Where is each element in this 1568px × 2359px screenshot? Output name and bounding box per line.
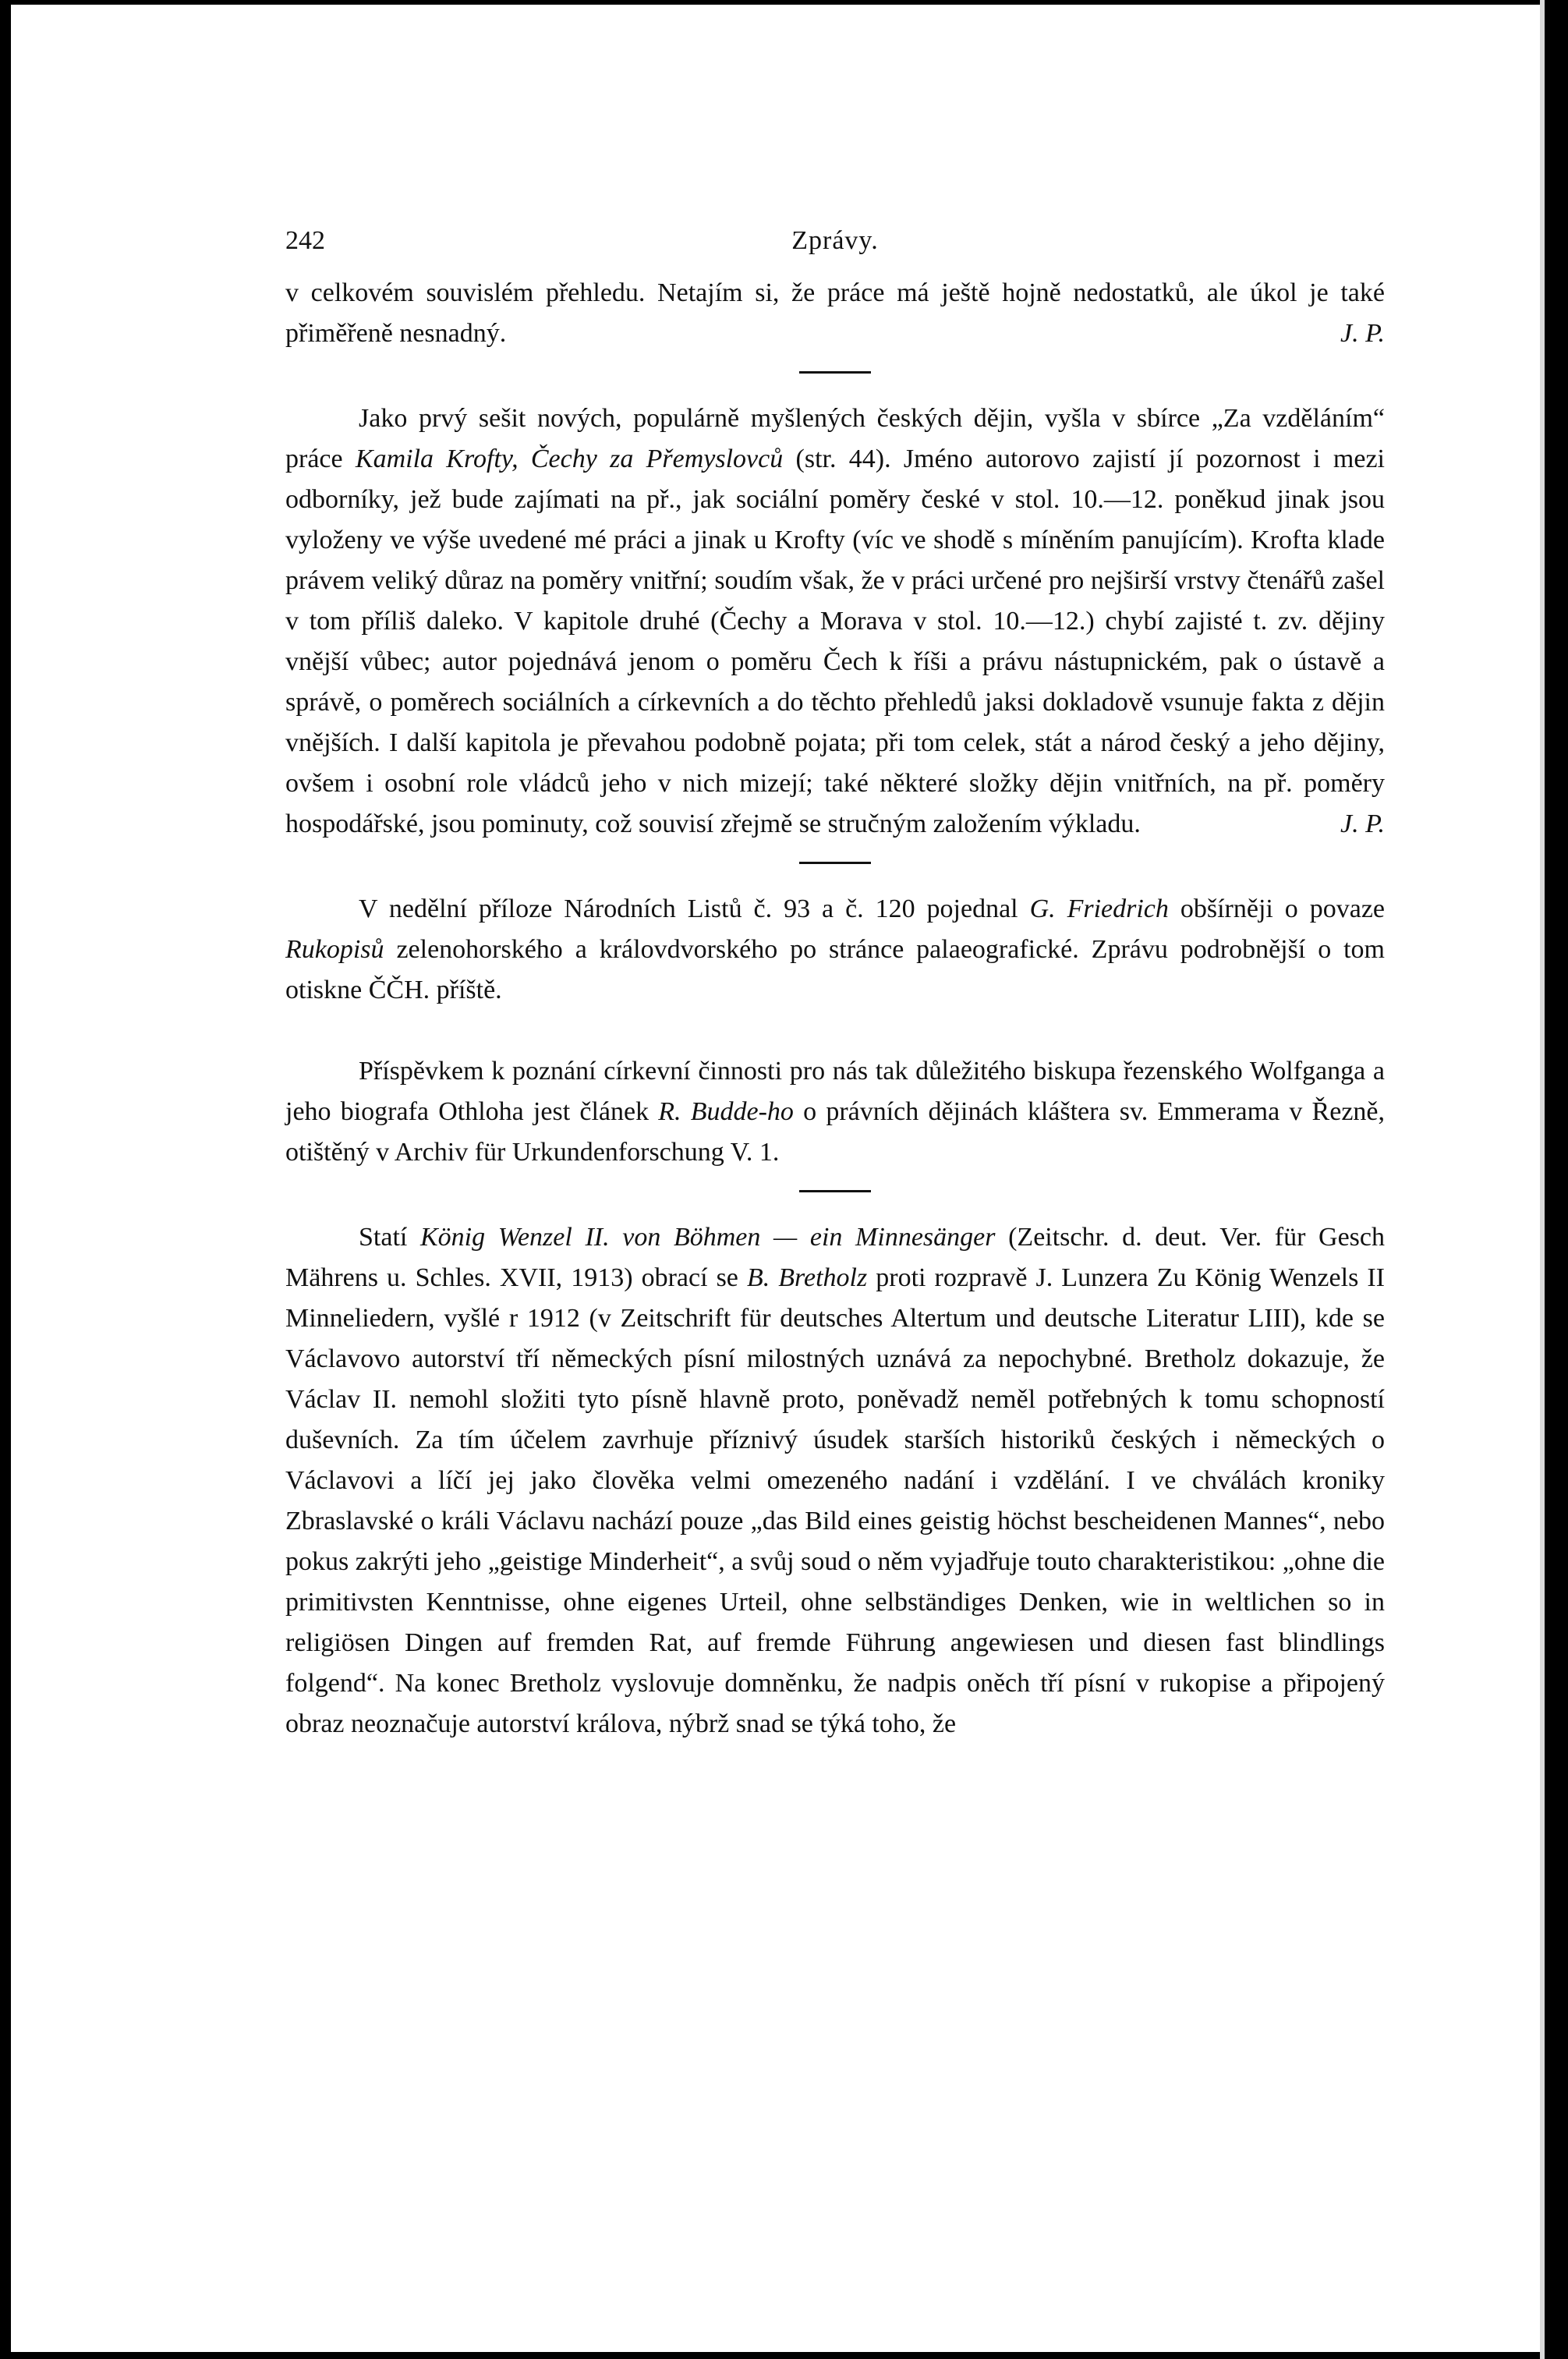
article-title: König Wenzel II. von Böhmen — ein Minnesänger [419, 1223, 996, 1252]
author-name: G. Friedrich [1029, 894, 1169, 923]
author-name: R. Budde-ho [658, 1097, 794, 1126]
section-divider [799, 1190, 871, 1192]
running-head-title: Zprávy. [791, 226, 879, 255]
signature: J. P. [1340, 809, 1385, 838]
document-body [285, 226, 1385, 1744]
paragraph-5: Statí König Wenzel II. von Böhmen — ein Minnesänger (Zeitschr. d. deut. Ver. für Gesch Mährens u. Schles. XVII, 1913) obrací se B. Bretholz proti rozpravě J. Lunzera Zu König Wenzels II Minneliedern, vyšlé r 1912 (v Zeitschrift für deutsches Altertum und deutsche Literatur LIII), kde se Václavovo autorství tří německých písní milostných uznává za nepochybné. Bretholz dokazuje, že Václav II. nemohl složiti tyto písně hlavně proto, poněvadž neměl potřebných k tomu schopností duševních. Za tím účelem zavrhuje příznivý úsudek starších historiků českých i německých o Václavovi a líčí jej jako člověka velmi omezeného nadání i vzdělání. I ve chválách kroniky Zbraslavské o králi Václavu nachází pouze „das Bild eines geistig höchst bescheidenen Mannes“, nebo pokus zakrýti jeho „geistige Minderheit“, a svůj soud o něm vyjadřuje touto charakteristikou: „ohne die primitivsten Kenntnisse, ohne eigenes Urteil, ohne selbständiges Denken, wie in weltlichen so in religiösen Dingen auf fremden Rat, auf fremde Führung angewiesen und diesen fast blindlings folgend“. Na konec Bretholz vyslovuje domněnku, že nadpis oněch tří písní v rukopise a připojený obraz neoznačuje autorství králova, nýbrž snad se týká toho, že [285, 1223, 1385, 1738]
running-head [285, 226, 1385, 273]
section-divider [799, 862, 871, 864]
author-name: B. Bretholz [746, 1263, 868, 1292]
scan-edge [1540, 0, 1545, 2359]
section-divider [799, 371, 871, 374]
paragraph-1: v celkovém souvislém přehledu. Netajím si, že práce má ještě hojně nedostatků, ale úkol je také přiměřeně nesnadný. J. P. [285, 273, 1385, 354]
signature: J. P. [1340, 319, 1385, 348]
book-title: Kamila Krofty, Čechy za Přemyslovců [355, 445, 784, 473]
page-number: 242 [285, 226, 325, 255]
work-title: Rukopisů [285, 935, 384, 964]
paragraph-2: Jako prvý sešit nových, populárně myšlených českých dějin, vyšla v sbírce „Za vzděláním“ práce Kamila Krofty, Čechy za Přemyslovců (str. 44). Jméno autorovo zajistí jí pozornost i mezi odborníky, jež bude zajímati na př., jak sociální poměry české v stol. 10.—12. poněkud jinak jsou vyloženy ve výše uvedené mé práci a jinak u Krofty (víc ve shodě s míněním panujícím). Krofta klade právem veliký důraz na poměry vnitřní; soudím však, že v práci určené pro nejširší vrstvy čtenářů zašel v tom příliš daleko. V kapitole druhé (Čechy a Morava v stol. 10.—12.) chybí zajisté t. zv. dějiny vnější vůbec; autor pojednává jenom o poměru Čech k říši a právu nástupnickém, pak o ústavě a správě, o poměrech sociálních a církevních a do těchto přehledů jaksi dokladově vsunuje fakta z dějin vnějších. I další kapitola je převahou podobně pojata; při tom celek, stát a národ český a jeho dějiny, ovšem i osobní role vládců jeho v nich mizejí; také některé složky dějin vnitřních, na př. poměry hospodářské, jsou pominuty, což souvisí zřejmě se stručným založením výkladu. J. P. [285, 398, 1385, 845]
paragraph-4: Příspěvkem k poznání církevní činnosti pro nás tak důležitého biskupa řezenského Wolfganga a jeho biografa Othloha jest článek R. Budde-ho o právních dějinách kláštera sv. Emmerama v Řezně, otištěný v Archiv für Urkundenforschung V. 1. [285, 1057, 1386, 1167]
paragraph-3: V nedělní příloze Národních Listů č. 93 a č. 120 pojednal G. Friedrich obšírněji o povaze Rukopisů zelenohorského a královdvorského po stránce palaeografické. Zprávu podrobnější o tom otiskne ČČH. příště. [285, 894, 1386, 1004]
